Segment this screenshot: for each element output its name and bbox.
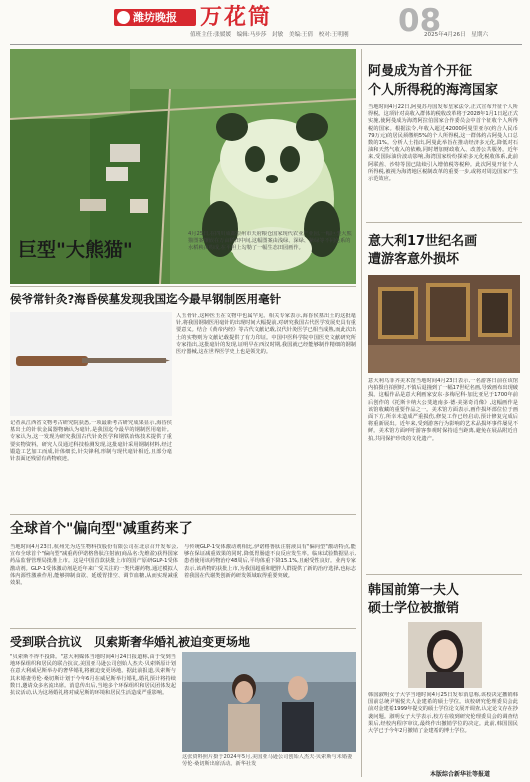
needle-illustration <box>10 312 172 416</box>
bezos-photo <box>182 652 356 752</box>
masthead <box>0 0 530 46</box>
portrait-photo <box>408 622 482 688</box>
paper-logo <box>114 9 196 26</box>
bezos-body-col1: "贝索斯不得不投降。"意大利媒体当地时间4月24日报道称,由于受到当地环保组织和居民的联合抗议,美国亚马逊公司创始人杰夫·贝索斯原计划在意大利威尼斯举办的奢华婚礼将被迫变更场地。据此前报道,贝索斯与其未婚妻劳伦·桑切斯计划于今年6月在威尼斯举行婚礼,婚礼预计将持续数日,邀请众多名流出席。消息传出后,当地多个环保组织和居民团体发起抗议活动,认为这场婚礼将对威尼斯的环境和居民生活造成严重影响。 <box>10 654 176 697</box>
portrait-illustration <box>408 622 482 688</box>
glp-title: 全球首个"偏向型"减重药来了 <box>10 521 193 537</box>
korea-title-line2: 硕士学位被撤销 <box>368 601 460 616</box>
oman-title-line2: 个人所得税的海湾国家 <box>368 83 499 98</box>
bezos-illustration <box>182 652 356 752</box>
korea-title-line1: 韩国前第一夫人 <box>368 583 460 598</box>
oman-title-line1: 阿曼成为首个开征 <box>368 64 473 79</box>
panda-caption: 4月25日,在四川成都崇州市天府粮仓国家现代农业产业园,一幅巨型大熊猫图案镶嵌在万亩稻田中间,这幅图案由浅绿、深绿、紫绿等不同色系的水稻秧苗构成,在平坦上勾勒了一幅生态田园画作。 <box>188 231 352 251</box>
bezos-title: 受到联合抗议 贝索斯奢华婚礼被迫变更场地 <box>10 635 251 649</box>
bezos-top-divider <box>10 628 356 629</box>
column-divider <box>361 49 362 777</box>
museum-photo <box>368 275 520 373</box>
needle-photo <box>10 312 172 416</box>
italy-title-line2: 遭游客意外损坏 <box>368 252 460 267</box>
glp-body-col1: 当地时间4月23日,杭州先为达生物科技股份有限公司在北京召开发布会,宣布全球首个"偏向型"减重药伊诺格鲁肽注射液(商品名:先维盈)获得国家药品监督管理局批准上市。这是中国首款获批上市的国产原研GLP-1受体激动剂。GLP-1受体激动剂是近年来广受关注的一类代谢药物,通过模拟人体内源性激素作用,能够抑制食欲、延缓胃排空、调节血糖,从而实现减重效果。 <box>10 544 178 587</box>
italy-body: 意大利乌菲齐美术馆当地时间4月23日表示,一名游客日前在该馆内拍摄自拍照时,不慎后退撞到了一幅17世纪名画,导致画布出现破损。这幅作品是意大利画家安东·多梅尼科·加比亚尼于1700年前后创作的《托斯卡纳大公斐迪南多·德·美第奇肖像》,这幅画作是该馆收藏的重要作品之一。美术馆方面表示,画作损坏部位位于画面下方,所幸未造成严重损伤,修复工作已经启动,预计修复完成后将重新展出。近年来,受到游客行为影响的艺术品损坏事件屡见不鲜。美术馆方面呼吁游客参观时保持适当距离,避免在展品附近自拍,共同保护珍贵的文化遗产。 <box>368 378 518 442</box>
needle-top-divider <box>10 286 356 287</box>
korea-body: 韩国淑明女子大学当地时间4月25日发布消息称,该校决定撤销韩国前总统尹锡悦夫人金建希的硕士学位。该校研究伦理委员会此前对金建希1999年提交的硕士学位论文展开调查,认定论文存在抄袭问题。淑明女子大学表示,校方在收到研究伦理委员会的调查结果后,经校内程序审议,最终作出撤销学位的决定。此前,韩国国民大学已于今年2月撤销了金建希的博士学位。 <box>368 692 518 735</box>
paper-name: 潍坊晚报 <box>133 11 177 24</box>
needle-body-col2: 人玉骨针,这种医玉在文物中也属罕见。相关专家表示,海昏侯墓出土的这批毫针,将我国钢制医用毫针的出现时间大幅提前,对研究我国古代医学发展史具有重要意义。结合《黄帝内经》等古代文献记载,汉代针灸医学已相当成熟,而此次出土的实物则为文献记载提供了有力印证。中国中医科学院中国医史文献研究所专家指出,这批毫针的发现,证明早在西汉时期,我国就已经能够制作精细的钢制医疗器械,这在世界医学史上也是领先的。 <box>176 313 356 356</box>
panda-title: 巨型"大熊猫" <box>18 239 133 261</box>
italy-divider <box>366 574 522 575</box>
page-number: 08 <box>398 3 442 39</box>
section-name: 万花筒 <box>200 4 273 30</box>
date-line: 2025年4月26日 星期六 <box>424 32 489 38</box>
glp-top-divider <box>10 514 356 515</box>
museum-illustration <box>368 275 520 373</box>
oman-body: 当地时间4月22日,阿曼苏丹国发布皇家法令,正式宣布开征个人所得税。这项针对高收入群体的税收改革将于2028年1月1日起正式实施,使阿曼成为海湾阿拉伯国家合作委员会中首个征收个人所得税的国家。根据法令,年收入超过42000阿曼里亚尔(约合人民币79万元)的居民须缴纳5%的个人所得税,这一群体约占阿曼人口总数的1%。分析人士指出,阿曼此举旨在推动经济多元化,降低对石油和天然气收入的依赖,同时增加财政收入、改善公共服务。近年来,受国际油价波动影响,海湾国家纷纷探索多元化税收体系,此前阿联酋、沙特等国已陆续引入增值税等税种。此次阿曼开征个人所得税,被视为海湾地区税制改革的重要一步,或将对周边国家产生示范效应。 <box>368 104 518 183</box>
editor-line: 值班主任:张媛媛 编辑:马步莎 封敏 美编:王倩 校对:王明刚 <box>190 32 349 38</box>
paper-logo-emblem-icon <box>117 11 130 24</box>
bezos-photo-caption: 这张资料照片摄于2024年5月,美国亚马逊公司创始人杰夫·贝索斯与未婚妻劳伦·桑切斯出席活动。新华社发 <box>182 754 353 767</box>
masthead-divider <box>10 44 522 45</box>
source-note: 本版综合新华社等报道 <box>430 771 491 778</box>
italy-title-line1: 意大利17世纪名画 <box>368 234 478 249</box>
oman-divider <box>366 222 522 223</box>
needle-title: 侯爷常针灸?海昏侯墓发现我国迄今最早钢制医用毫针 <box>10 292 282 306</box>
glp-body-col2: 与传统GLP-1受体激动剂相比,伊诺格鲁肽注射液具有"偏向型"激动特点,能够在保证减重效果的同时,降低胃肠道不良反应发生率。临床试验数据显示,患者使用该药物治疗48周后,平均体重下降15.1%,且耐受性良好。业内专家表示,该药物的获批上市,为我国超重和肥胖人群提供了新的治疗选择,也标志着我国在代谢类创新药研发领域取得重要突破。 <box>184 544 356 579</box>
needle-body-col1: 记者从江西省文物考古研究院获悉,一项最新考古研究成果显示,海昏侯墓出土的针状金属器物确认为毫针,是我国迄今最早的钢制医用毫针。专家认为,这一发现为研究我国古代针灸医学和钢铁冶炼技术提供了重要实物资料。研究人员通过科技检测发现,这批毫针采用钢制材料,经过锻造工艺加工而成,针体细长,针尖锋利,形制与现代毫针相近,且部分毫针表面还残留有药物痕迹。 <box>10 420 172 463</box>
